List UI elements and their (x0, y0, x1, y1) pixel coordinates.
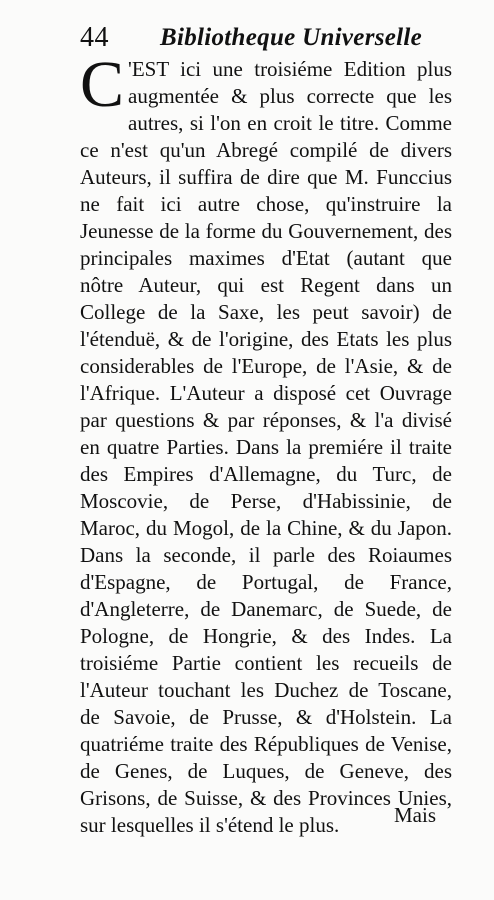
page-header (80, 20, 460, 56)
paragraph-text: 'EST ici une troisiéme Edition plus augmentée & plus correcte que les autres, si l'on en croit le titre. Comme ce n'est qu'un Abregé compilé de divers Auteurs, il suffira de dire que M. Funccius ne fait ici autre chose, qu'instruire la Jeunesse de la forme du Gouvernement, des principales maximes d'Etat (autant que nôtre Auteur, qui est Regent dans un College de la Saxe, les peut savoir) de l'étenduë, & de l'origine, des Etats les plus considerables de l'Europe, de l'Asie, & de l'Afrique. L'Auteur a disposé cet Ouvrage par questions & par réponses, & l'a divisé en quatre Parties. Dans la premiére il traite des Empires d'Allemagne, du Turc, de Moscovie, de Perse, d'Habissinie, de Maroc, du Mogol, de la Chine, & du Japon. Dans la seconde, il parle des Roiaumes d'Espagne, de Portugal, de France, d'Angleterre, de Danemarc, de Suede, de Pologne, de Hongrie, & des Indes. La troisiéme Partie contient les recueils de l'Auteur touchant les Duchez de Toscane, de Savoie, de Prusse, & d'Holstein. La quatriéme traite des Républiques de Venise, de Genes, de Luques, de Geneve, des Grisons, de Suisse, & des Provinces Unies, sur lesquelles il s'étend le plus. (80, 57, 452, 837)
drop-cap: C (80, 48, 125, 121)
page-number: 44 (80, 22, 109, 53)
body-paragraph (80, 48, 452, 839)
catchword: Mais (394, 803, 436, 827)
running-title: Bibliotheque Universelle (160, 24, 423, 51)
